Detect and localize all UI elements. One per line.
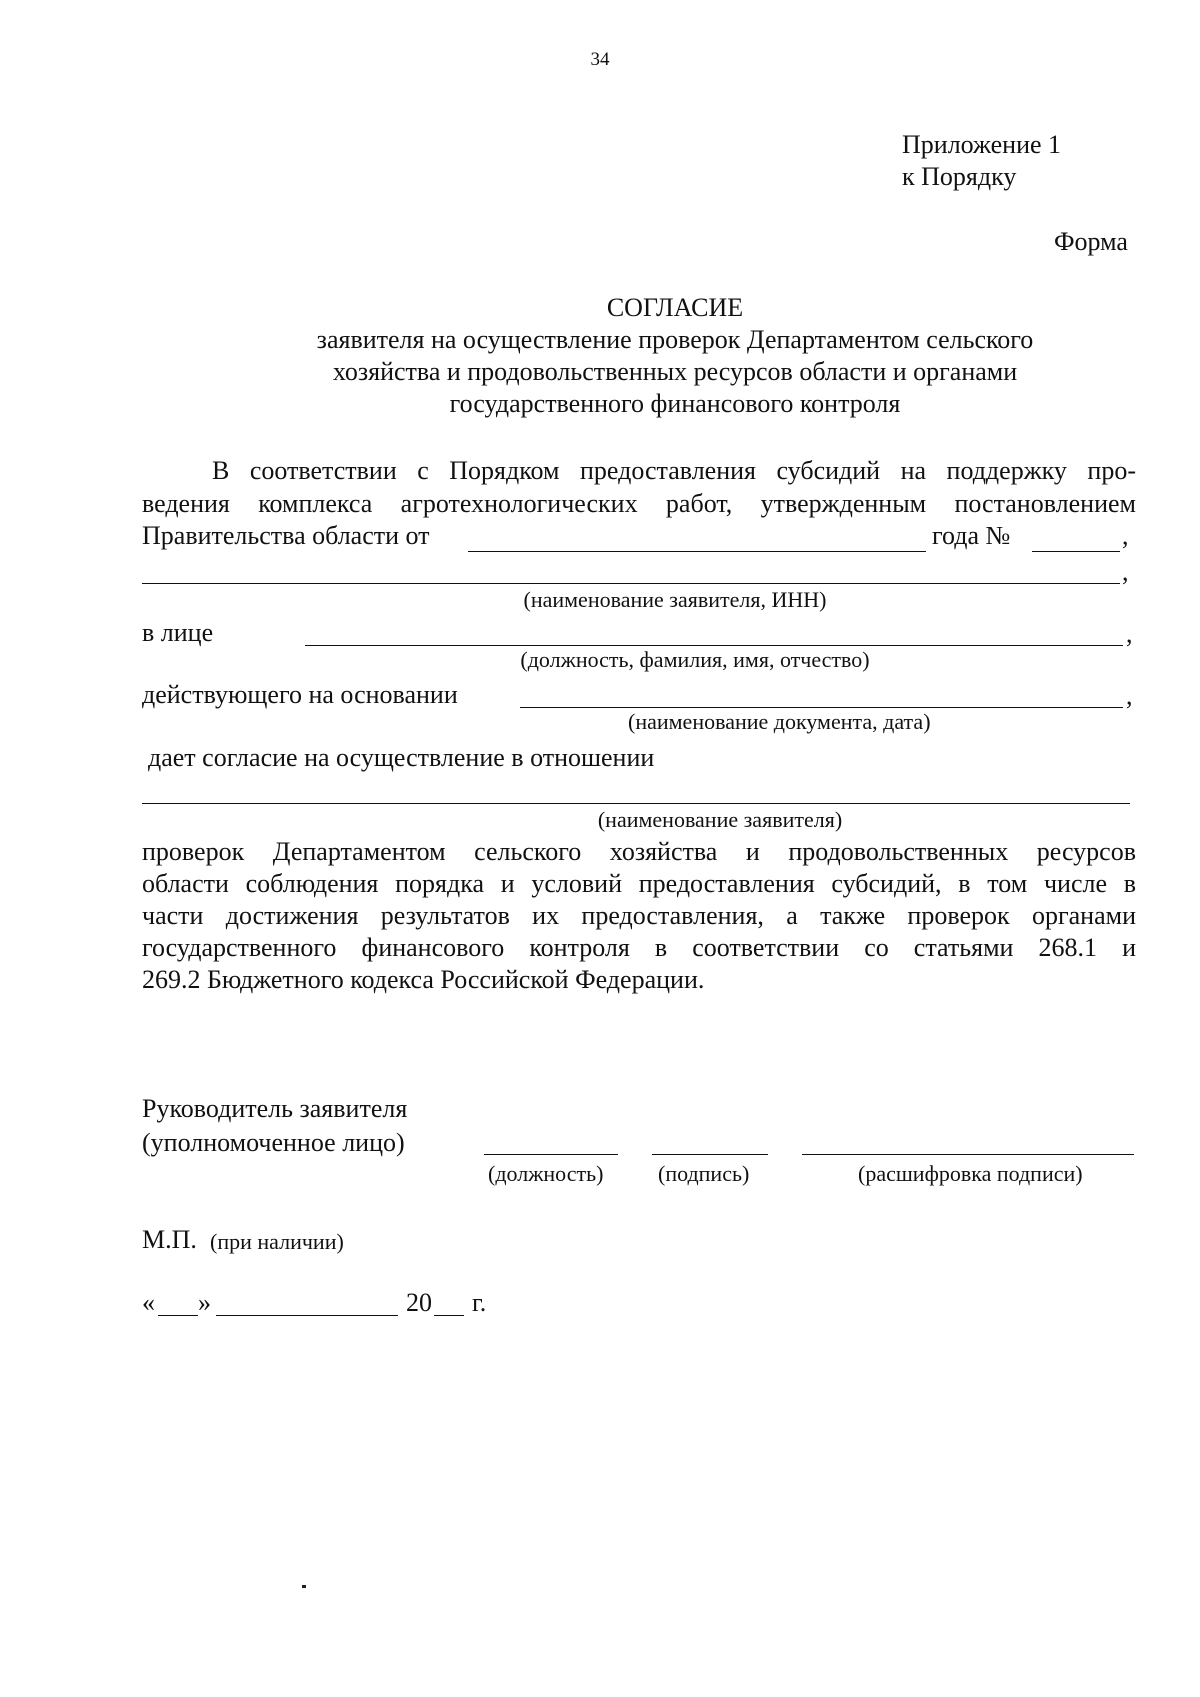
body-line-1: проверок Департаментом сельского хозяйства и продовольственных ресурсов xyxy=(142,837,1136,866)
stamp-label: М.П. xyxy=(142,1225,197,1254)
intro-line-2: ведения комплекса агротехнологических работ, утвержденным постановлением xyxy=(142,489,1136,518)
body-line-4: государственного финансового контроля в соответствии со статьями 268.1 и xyxy=(142,933,1136,962)
signature-decode-field[interactable] xyxy=(802,1154,1134,1155)
applicant-field-comma: , xyxy=(1122,557,1129,586)
acting-basis-label: действующего на основании xyxy=(142,680,458,709)
decree-number-field[interactable] xyxy=(1032,551,1120,552)
date-year-prefix: 20 xyxy=(406,1288,432,1317)
representative-caption: (должность, фамилия, имя, отчество) xyxy=(520,647,870,672)
basis-document-caption: (наименование документа, дата) xyxy=(628,709,931,734)
intro-comma: , xyxy=(1122,521,1129,550)
document-subtitle-line-1: заявителя на осуществление проверок Департаментом сельского xyxy=(316,325,1034,354)
scan-speck xyxy=(302,1585,306,1588)
date-open-quote: « xyxy=(142,1288,155,1317)
position-caption: (должность) xyxy=(488,1161,604,1186)
signature-decode-caption: (расшифровка подписи) xyxy=(858,1161,1083,1186)
applicant-name-field[interactable] xyxy=(142,803,1130,804)
appendix-line-2: к Порядку xyxy=(902,162,1017,191)
date-year-field[interactable] xyxy=(434,1315,464,1316)
representative-field-comma: , xyxy=(1126,619,1133,648)
stamp-note: (при наличии) xyxy=(210,1229,344,1254)
decree-date-field[interactable] xyxy=(468,551,926,552)
date-day-field[interactable] xyxy=(158,1315,198,1316)
signature-head-line-2: (уполномоченное лицо) xyxy=(142,1128,405,1157)
intro-line-1: В соответствии с Порядком предоставления субсидий на поддержку про- xyxy=(212,456,1136,485)
applicant-name-inn-field[interactable] xyxy=(142,583,1120,584)
applicant-name-caption: (наименование заявителя) xyxy=(597,807,843,832)
signature-caption: (подпись) xyxy=(658,1161,750,1186)
applicant-name-inn-caption: (наименование заявителя, ИНН) xyxy=(523,587,827,612)
date-year-suffix: г. xyxy=(472,1288,487,1317)
intro-line-3-prefix: Правительства области от xyxy=(142,521,430,550)
intro-line-3-mid: года № xyxy=(932,521,1011,550)
body-line-3: части достижения результатов их предоставления, а также проверок органами xyxy=(142,901,1136,930)
page-number: 34 xyxy=(590,49,610,70)
document-subtitle-line-3: государственного финансового контроля xyxy=(449,389,901,418)
signature-field[interactable] xyxy=(652,1154,768,1155)
position-field[interactable] xyxy=(484,1154,618,1155)
document-title: СОГЛАСИЕ xyxy=(606,293,744,322)
date-month-field[interactable] xyxy=(216,1315,398,1316)
in-person-label: в лице xyxy=(142,618,214,647)
appendix-line-1: Приложение 1 xyxy=(902,130,1062,159)
body-line-5: 269.2 Бюджетного кодекса Российской Федерации. xyxy=(142,965,705,994)
signature-head-line-1: Руководитель заявителя xyxy=(142,1094,408,1123)
body-line-2: области соблюдения порядка и условий предоставления субсидий, в том числе в xyxy=(142,869,1136,898)
date-close-quote: » xyxy=(198,1288,211,1317)
document-subtitle-line-2: хозяйства и продовольственных ресурсов области и органами xyxy=(332,357,1018,386)
form-label: Форма xyxy=(1054,227,1128,256)
consent-line: дает согласие на осуществление в отношении xyxy=(148,743,655,772)
basis-field-comma: , xyxy=(1126,681,1133,710)
